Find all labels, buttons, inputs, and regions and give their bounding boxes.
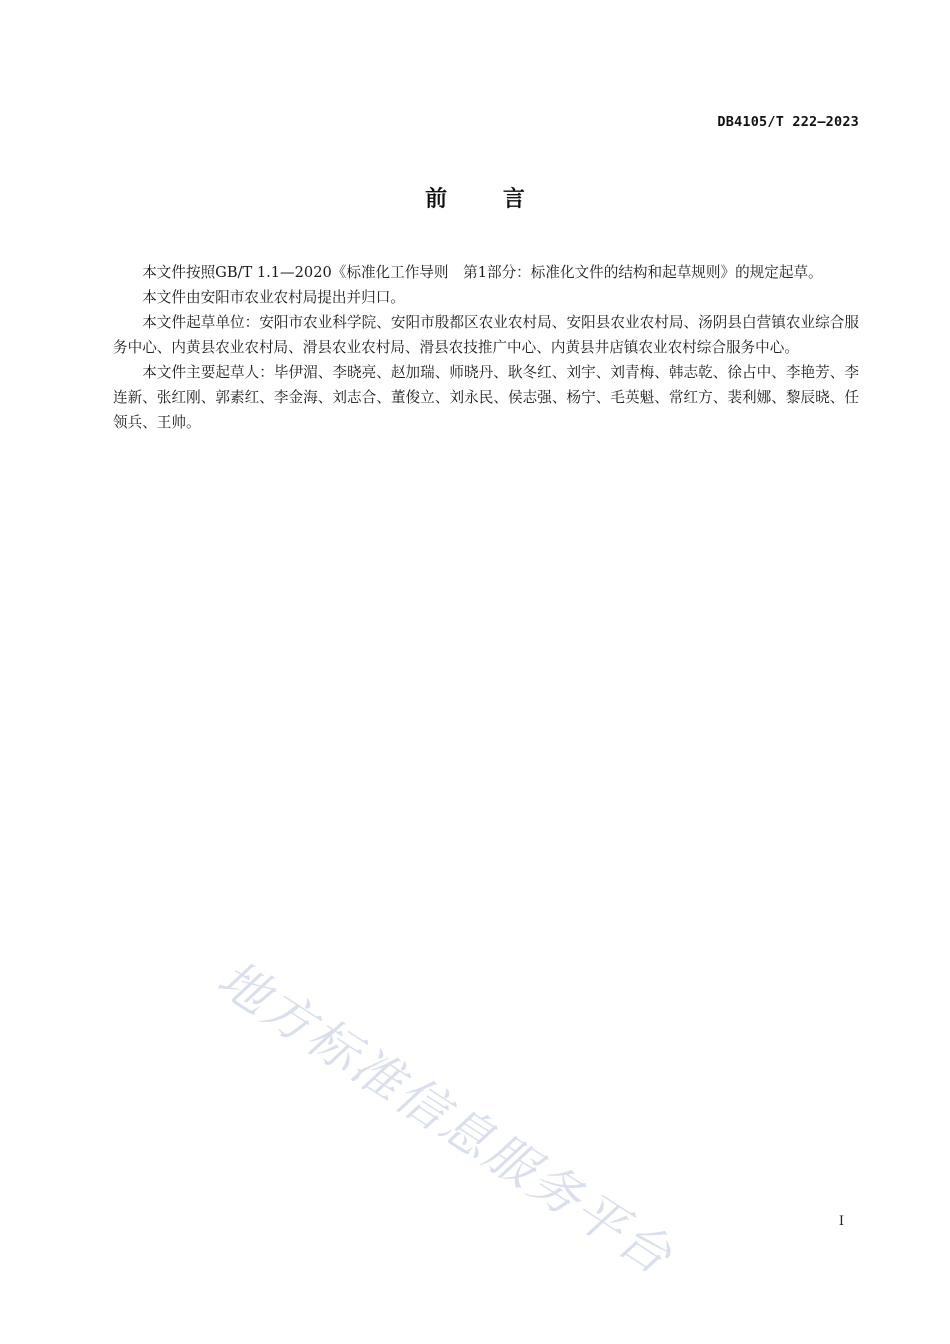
watermark-text: 地方标准信息服务平台 xyxy=(207,949,684,1287)
document-code: DB4105/T 222—2023 xyxy=(717,114,859,130)
paragraph-drafting-rules: 本文件按照GB/T 1.1—2020《标准化工作导则 第1部分：标准化文件的结构和起草规则》的规定起草。 xyxy=(142,264,823,281)
paragraph-proposer: 本文件由安阳市农业农村局提出并归口。 xyxy=(142,289,405,306)
page-title: 前 言 xyxy=(425,187,549,212)
paragraph-drafters: 本文件主要起草人：毕伊湄、李晓亮、赵加瑞、师晓丹、耿冬红、刘宇、刘青梅、韩志乾、徐占中、李艳芳、李连新、张红刚、郭素红、李金海、刘志合、董俊立、刘永民、侯志强、杨宁、毛英魁、常红方、裴利娜、黎辰晓、任领兵、王帅。 xyxy=(113,364,859,431)
foreword-body xyxy=(113,260,859,435)
page-number: I xyxy=(838,1214,844,1229)
paragraph-drafting-units: 本文件起草单位：安阳市农业科学院、安阳市殷都区农业农村局、安阳县农业农村局、汤阴县白营镇农业综合服务中心、内黄县农业农村局、滑县农业农村局、滑县农技推广中心、内黄县井店镇农业农村综合服务中心。 xyxy=(113,314,859,356)
